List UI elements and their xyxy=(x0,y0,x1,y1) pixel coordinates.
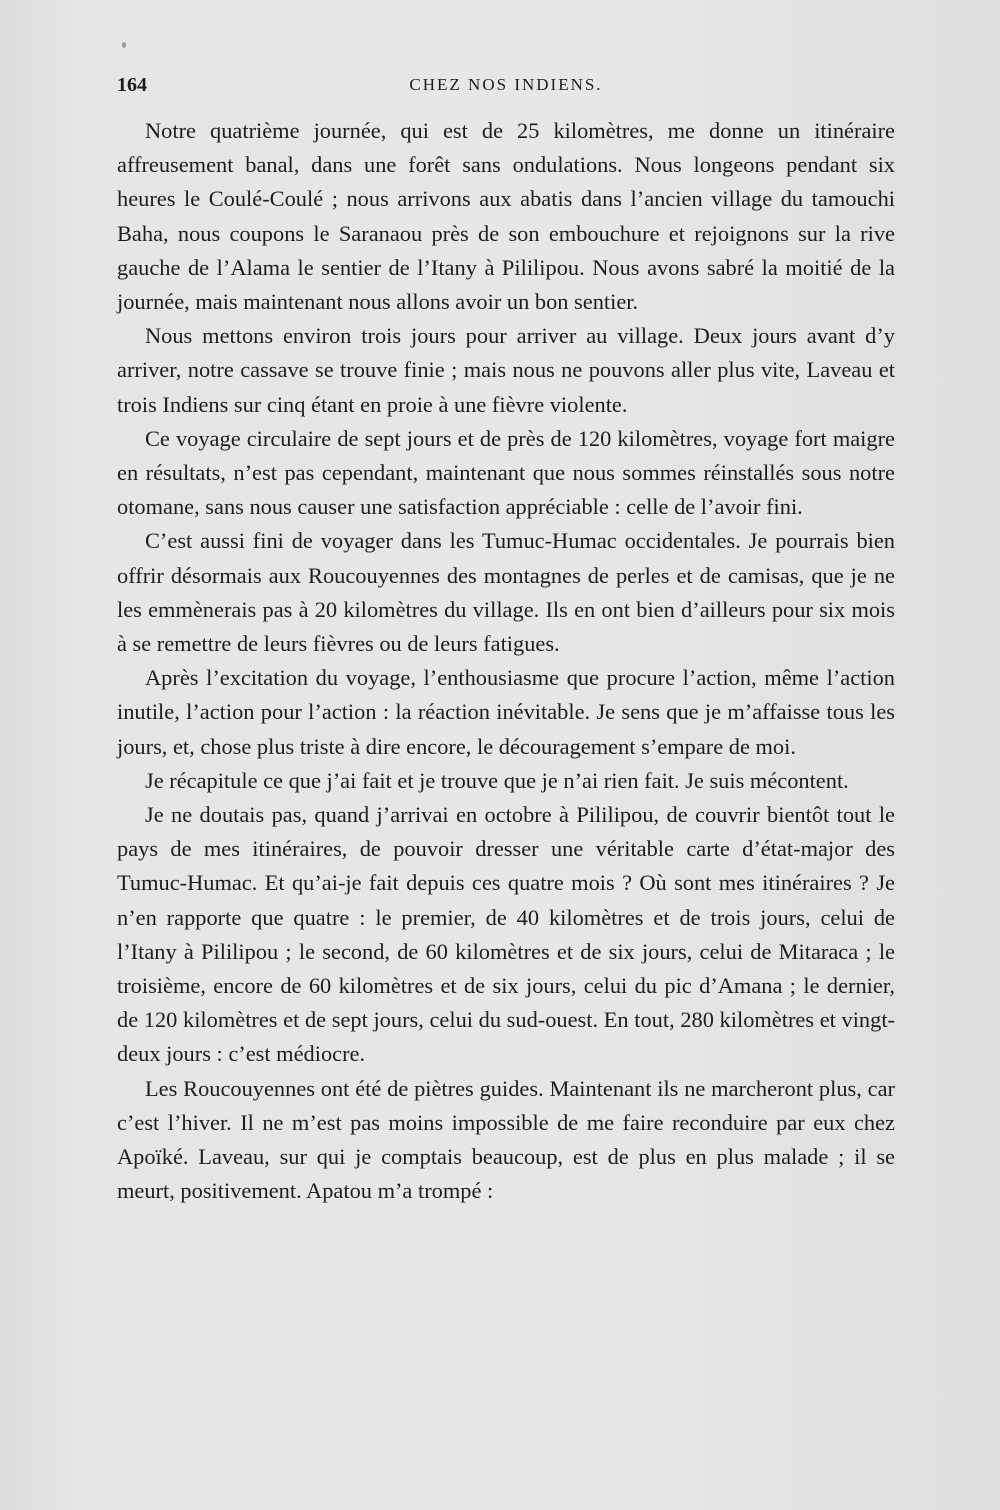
paragraph: C’est aussi fini de voyager dans les Tumuc-Humac occidentales. Je pourrais bien offrir désormais aux Roucouyennes des montagnes de perles et de camisas, que je ne les emmènerais pas à 20 kilomètres du village. Ils en ont bien d’ailleurs pour six mois à se remettre de leurs fièvres ou de leurs fatigues. xyxy=(117,528,895,657)
paragraph: Je ne doutais pas, quand j’arrivai en octobre à Pililipou, de couvrir bientôt tout le pays de mes itinéraires, de pouvoir dresser une véritable carte d’état-major des Tumuc-Humac. Et qu’ai-je fait depuis ces quatre mois ? Où sont mes itinéraires ? Je n’en rapporte que quatre : le premier, de 40 kilomètres et de trois jours, celui de l’Itany à Pililipou ; le second, de 60 kilomètres et de six jours, celui de Mitaraca ; le troisième, encore de 60 kilomètres et de six jours, celui du pic d’Amana ; le dernier, de 120 kilomètres et de sept jours, celui du sud-ouest. En tout, 280 kilomètres et vingt-deux jours : c’est médiocre. xyxy=(117,802,895,1067)
paragraph: Nous mettons environ trois jours pour arriver au village. Deux jours avant d’y arriver, notre cassave se trouve finie ; mais nous ne pouvons aller plus vite, Laveau et trois Indiens sur cinq étant en proie à une fièvre violente. xyxy=(117,323,895,417)
paragraph: Notre quatrième journée, qui est de 25 kilomètres, me donne un itinéraire affreusement banal, dans une forêt sans ondulations. Nous longeons pendant six heures le Coulé-Coulé ; nous arrivons aux abatis dans l’ancien village du tamouchi Baha, nous coupons le Saranaou près de son embouchure et rejoignons sur la rive gauche de l’Alama le sentier de l’Itany à Pililipou. Nous avons sabré la moitié de la journée, mais maintenant nous allons avoir un bon sentier. xyxy=(117,118,895,315)
page-header xyxy=(117,74,895,108)
paragraph: Je récapitule ce que j’ai fait et je trouve que je n’ai rien fait. Je suis mécontent. xyxy=(145,767,849,793)
paragraph: Les Roucouyennes ont été de piètres guides. Maintenant ils ne marcheront plus, car c’est l’hiver. Il ne m’est pas moins impossible de me faire reconduire par eux chez Apoïké. Laveau, sur qui je comptais beaucoup, est de plus en plus malade ; il se meurt, positivement. Apatou m’a trompé : xyxy=(117,1075,895,1204)
paragraph: Après l’excitation du voyage, l’enthousiasme que procure l’action, même l’action inutile, l’action pour l’action : la réaction inévitable. Je sens que je m’affaisse tous les jours, et, chose plus triste à dire encore, le découragement s’empare de moi. xyxy=(117,665,895,759)
body-text xyxy=(117,114,895,1209)
ink-speck xyxy=(122,42,126,48)
running-head: CHEZ NOS INDIENS. xyxy=(409,75,603,94)
paragraph: Ce voyage circulaire de sept jours et de près de 120 kilomètres, voyage fort maigre en résultats, n’est pas cependant, maintenant que nous sommes réinstallés sous notre otomane, sans nous causer une satisfaction appréciable : celle de l’avoir fini. xyxy=(117,425,895,520)
page-number: 164 xyxy=(117,74,147,96)
